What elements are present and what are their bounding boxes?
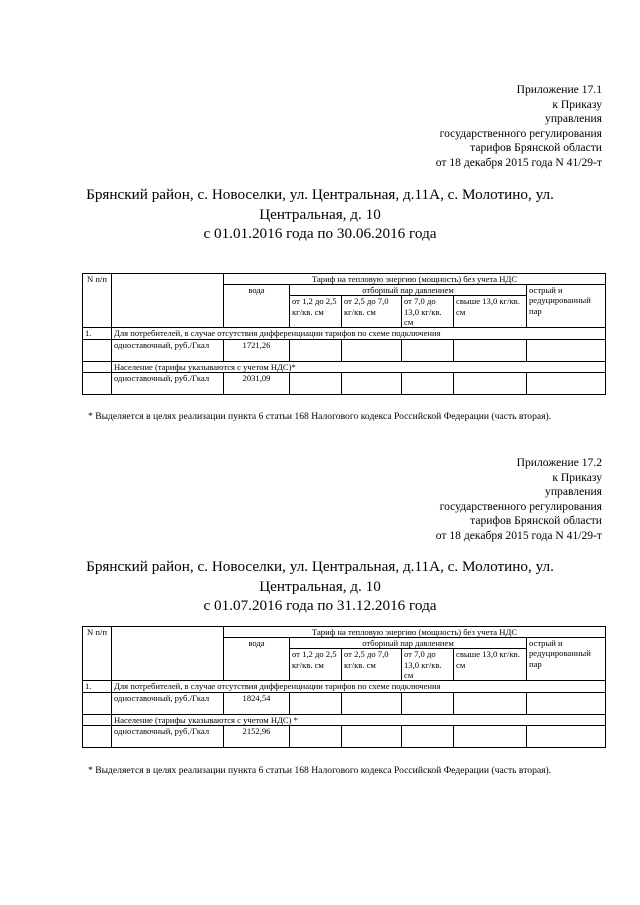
cell-empty: [454, 692, 527, 714]
cell-water-value: 2031,09: [224, 372, 290, 394]
cell-empty: [402, 339, 454, 361]
appendix-number: Приложение 17.1: [516, 83, 602, 96]
cell-empty: [290, 725, 342, 747]
row-label-single-rate: одноставочный, руб./Гкал: [112, 372, 224, 394]
tariff-table-17-1: [82, 273, 606, 395]
appendix-authority-line: тарифов Брянской области: [470, 514, 602, 528]
header-tariff: Тариф на тепловую энергию (мощность) без учета НДС: [224, 274, 606, 285]
appendix-authority-line: управления: [545, 485, 602, 499]
cell-water-value: 1721,26: [224, 339, 290, 361]
cell-empty: [454, 725, 527, 747]
header-water: вода: [224, 285, 290, 328]
appendix-header-17-1: [262, 83, 602, 171]
row-label-single-rate: одноставочный, руб./Гкал: [112, 725, 224, 747]
header-steam: отборный пар давлением: [290, 638, 527, 649]
title-period: с 01.01.2016 года по 30.06.2016 года: [203, 225, 437, 242]
cell-empty: [83, 725, 112, 747]
cell-empty: [402, 725, 454, 747]
appendix-number: Приложение 17.2: [516, 456, 602, 469]
header-acute-steam: острый и редуцированный пар: [527, 638, 606, 681]
row-number: 1.: [83, 328, 112, 339]
appendix-date: от 18 декабря 2015 года N 41/29-т: [435, 528, 602, 542]
cell-empty: [342, 692, 402, 714]
cell-empty: [527, 339, 606, 361]
cell-empty: [454, 339, 527, 361]
header-water: вода: [224, 638, 290, 681]
header-pressure-1: от 1,2 до 2,5 кг/кв. см: [290, 296, 342, 328]
appendix-date: от 18 декабря 2015 года N 41/29-т: [435, 155, 602, 169]
appendix-authority-line: государственного регулирования: [439, 499, 602, 513]
cell-empty: [342, 372, 402, 394]
title-period: с 01.07.2016 года по 31.12.2016 года: [203, 597, 437, 614]
table-row: [83, 692, 606, 714]
cell-water-value: 1824,54: [224, 692, 290, 714]
cell-empty: [83, 361, 112, 372]
title-address: Брянский район, с. Новоселки, ул. Центральная, д.11А, с. Молотино, ул.: [86, 186, 554, 203]
row-number: 1.: [83, 681, 112, 692]
header-number: N п/п: [83, 274, 112, 328]
tariff-table-17-2: [82, 626, 606, 748]
section-title-17-1: [60, 185, 580, 244]
header-pressure-2: от 2,5 до 7,0 кг/кв. см: [342, 649, 402, 681]
header-blank: [112, 274, 224, 328]
row-consumers: Для потребителей, в случае отсутствия дифференциации тарифов по схеме подключения: [112, 328, 606, 339]
appendix-authority-line: тарифов Брянской области: [470, 141, 602, 155]
cell-water-value: 2152,96: [224, 725, 290, 747]
table-row: [83, 339, 606, 361]
row-label-single-rate: одноставочный, руб./Гкал: [112, 339, 224, 361]
footnote-17-1: * Выделяется в целях реализации пункта 6 статьи 168 Налогового кодекса Российской Федерации (часть вторая).: [88, 411, 552, 422]
cell-empty: [342, 725, 402, 747]
table-row: [83, 725, 606, 747]
appendix-order-line: к Приказу: [552, 97, 602, 111]
header-pressure-3: от 7,0 до 13,0 кг/кв. см: [402, 296, 454, 328]
appendix-authority-line: государственного регулирования: [439, 126, 602, 140]
row-population: Население (тарифы указываются с учетом НДС)*: [112, 361, 606, 372]
header-pressure-4: свыше 13,0 кг/кв. см: [454, 296, 527, 328]
cell-empty: [342, 339, 402, 361]
cell-empty: [290, 372, 342, 394]
appendix-order-line: к Приказу: [552, 470, 602, 484]
header-blank: [112, 627, 224, 681]
cell-empty: [290, 339, 342, 361]
appendix-authority-line: управления: [545, 112, 602, 126]
cell-empty: [454, 372, 527, 394]
appendix-header-17-2: [262, 456, 602, 544]
title-address: Брянский район, с. Новоселки, ул. Центральная, д.11А, с. Молотино, ул.: [86, 558, 554, 575]
cell-empty: [290, 692, 342, 714]
footnote-17-2: * Выделяется в целях реализации пункта 6 статьи 168 Налогового кодекса Российской Федерации (часть вторая).: [88, 765, 552, 776]
table-row: [83, 372, 606, 394]
section-title-17-2: [60, 557, 580, 616]
cell-empty: [402, 692, 454, 714]
cell-empty: [527, 725, 606, 747]
title-address-cont: Центральная, д. 10: [259, 205, 381, 223]
header-pressure-4: свыше 13,0 кг/кв. см: [454, 649, 527, 681]
row-label-single-rate: одноставочный, руб./Гкал: [112, 692, 224, 714]
header-pressure-2: от 2,5 до 7,0 кг/кв. см: [342, 296, 402, 328]
header-steam: отборный пар давлением: [290, 285, 527, 296]
cell-empty: [83, 339, 112, 361]
header-acute-steam: острый и редуцированный пар: [527, 285, 606, 328]
cell-empty: [527, 692, 606, 714]
cell-empty: [527, 372, 606, 394]
row-population: Население (тарифы указываются с учетом НДС) *: [112, 714, 606, 725]
cell-empty: [83, 372, 112, 394]
cell-empty: [402, 372, 454, 394]
header-pressure-3: от 7,0 до 13,0 кг/кв. см: [402, 649, 454, 681]
row-consumers: Для потребителей, в случае отсутствия дифференциации тарифов по схеме подключения: [112, 681, 606, 692]
title-address-cont: Центральная, д. 10: [259, 577, 381, 595]
header-pressure-1: от 1,2 до 2,5 кг/кв. см: [290, 649, 342, 681]
cell-empty: [83, 692, 112, 714]
header-number: N п/п: [83, 627, 112, 681]
header-tariff: Тариф на тепловую энергию (мощность) без учета НДС: [224, 627, 606, 638]
cell-empty: [83, 714, 112, 725]
